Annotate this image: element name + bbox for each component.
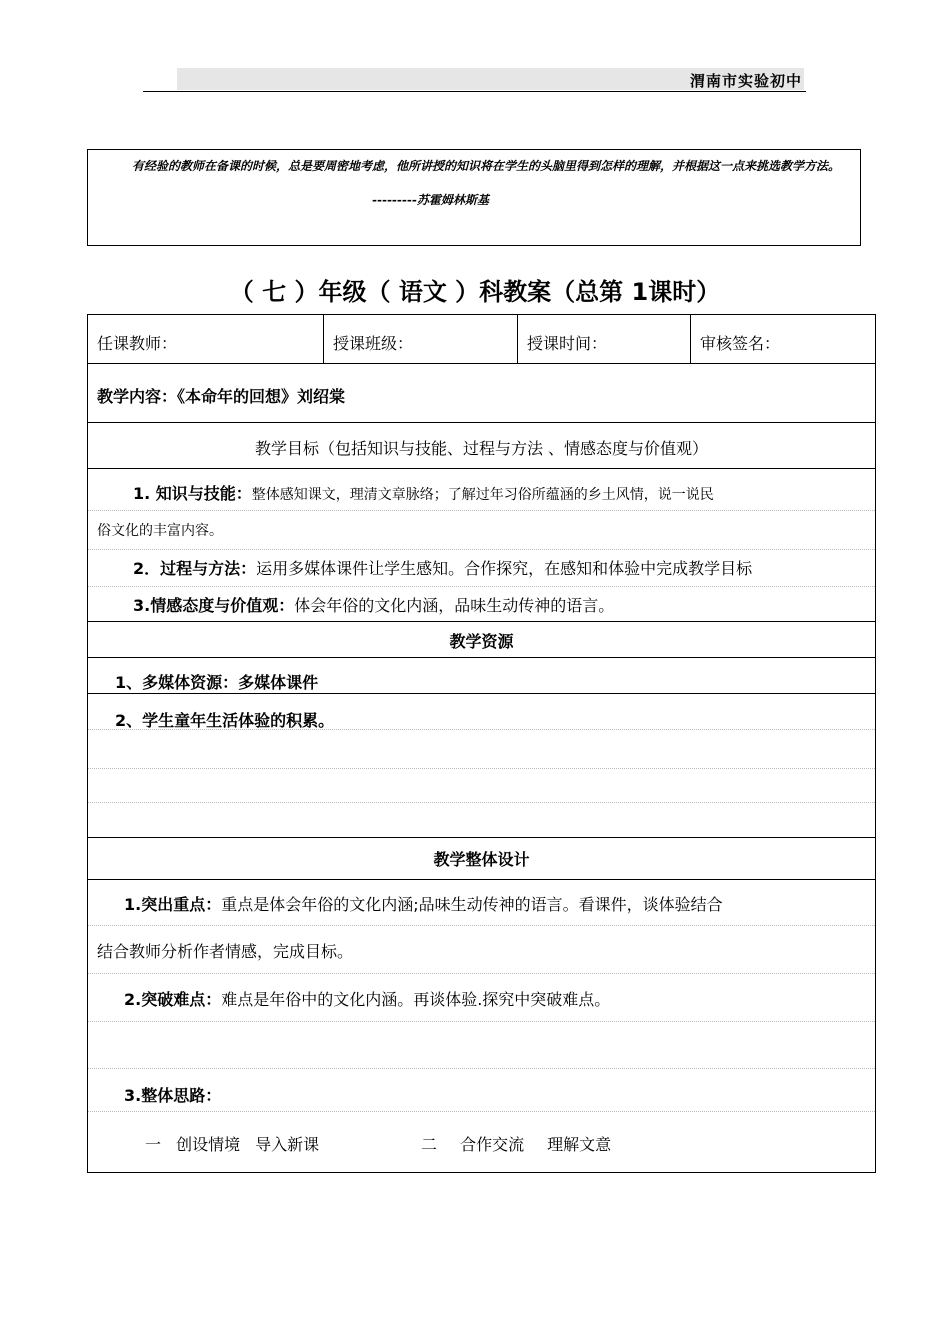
row-divider	[88, 422, 875, 423]
row-divider	[88, 657, 875, 658]
design-2-text: 难点是年俗中的文化内涵。再谈体验.探究中突破难点。	[221, 990, 611, 1009]
objective-1	[133, 481, 714, 504]
row-divider	[88, 468, 875, 469]
row-divider	[88, 879, 875, 880]
dotted-line	[88, 1111, 875, 1112]
time-label: 授课时间：	[527, 334, 608, 353]
design-1	[124, 892, 723, 915]
objective-1-continued: 俗文化的丰富内容。	[97, 523, 223, 539]
quote-author: ---------苏霍姆林斯基	[372, 193, 489, 207]
school-name: 渭南市实验初中	[689, 72, 802, 90]
content-value: 《本命年的回想》刘绍棠	[177, 387, 346, 406]
objective-3-label: 3.情感态度与价值观：	[133, 596, 295, 615]
objective-3-text: 体会年俗的文化内涵，品味生动传神的语言。	[294, 596, 615, 615]
objective-1-label: 1. 知识与技能：	[133, 484, 252, 503]
column-divider	[323, 315, 324, 363]
quote-text: 有经验的教师在备课的时候，总是要周密地考虑，他所讲授的知识将在学生的头脑里得到怎样的理解，并根据这一点来挑选教学方法。	[132, 159, 841, 173]
design-step-2: 二 合作交流 理解文意	[421, 1135, 612, 1154]
design-heading: 教学整体设计	[433, 850, 530, 869]
design-1-label: 1.突出重点：	[124, 895, 222, 914]
dotted-line	[88, 729, 875, 730]
row-divider	[88, 837, 875, 838]
dotted-line	[88, 802, 875, 803]
row-divider	[88, 621, 875, 622]
header-rule	[143, 91, 806, 92]
content-label: 教学内容：	[97, 387, 178, 406]
review-signature-label: 审核签名：	[700, 334, 781, 353]
objectives-heading: 教学目标（包括知识与技能、过程与方法 、情感态度与价值观）	[254, 439, 709, 458]
objective-2	[133, 556, 752, 579]
content-row	[97, 384, 345, 407]
dotted-line	[88, 1068, 875, 1069]
objective-2-text: 运用多媒体课件让学生感知。合作探究，在感知和体验中完成教学目标	[256, 559, 753, 578]
column-divider	[690, 315, 691, 363]
objective-1-text: 整体感知课文，理清文章脉络；了解过年习俗所蕴涵的乡土风情，说一说民	[251, 487, 714, 503]
resources-heading: 教学资源	[449, 632, 514, 651]
lesson-plan-table	[87, 314, 876, 1173]
design-step-1: 一 创设情境 导入新课	[145, 1135, 320, 1154]
teacher-label: 任课教师：	[97, 334, 178, 353]
row-divider	[88, 363, 875, 364]
dotted-line	[88, 586, 875, 587]
dotted-line	[88, 768, 875, 769]
design-1-text: 重点是体会年俗的文化内涵;品味生动传神的语言。看课件，谈体验结合	[221, 895, 723, 914]
design-2-label: 2.突破难点：	[124, 990, 222, 1009]
column-divider	[517, 315, 518, 363]
page-title: （ 七 ）年级（ 语文 ）科教案（总第 1课时）	[229, 278, 721, 306]
dotted-line	[88, 1021, 875, 1022]
resource-1: 1、多媒体资源：多媒体课件	[115, 673, 319, 692]
dotted-line	[88, 973, 875, 974]
design-1-continued: 结合教师分析作者情感，完成目标。	[97, 942, 354, 961]
class-label: 授课班级：	[333, 334, 414, 353]
resource-2: 2、学生童年生活体验的积累。	[115, 711, 335, 730]
dotted-line	[88, 510, 875, 511]
dotted-line	[88, 549, 875, 550]
design-3-label: 3.整体思路：	[124, 1086, 222, 1105]
objective-2-label: 2．过程与方法：	[133, 559, 257, 578]
objective-3	[133, 593, 614, 616]
row-divider	[88, 693, 875, 694]
dotted-line	[88, 925, 875, 926]
design-2	[124, 987, 610, 1010]
